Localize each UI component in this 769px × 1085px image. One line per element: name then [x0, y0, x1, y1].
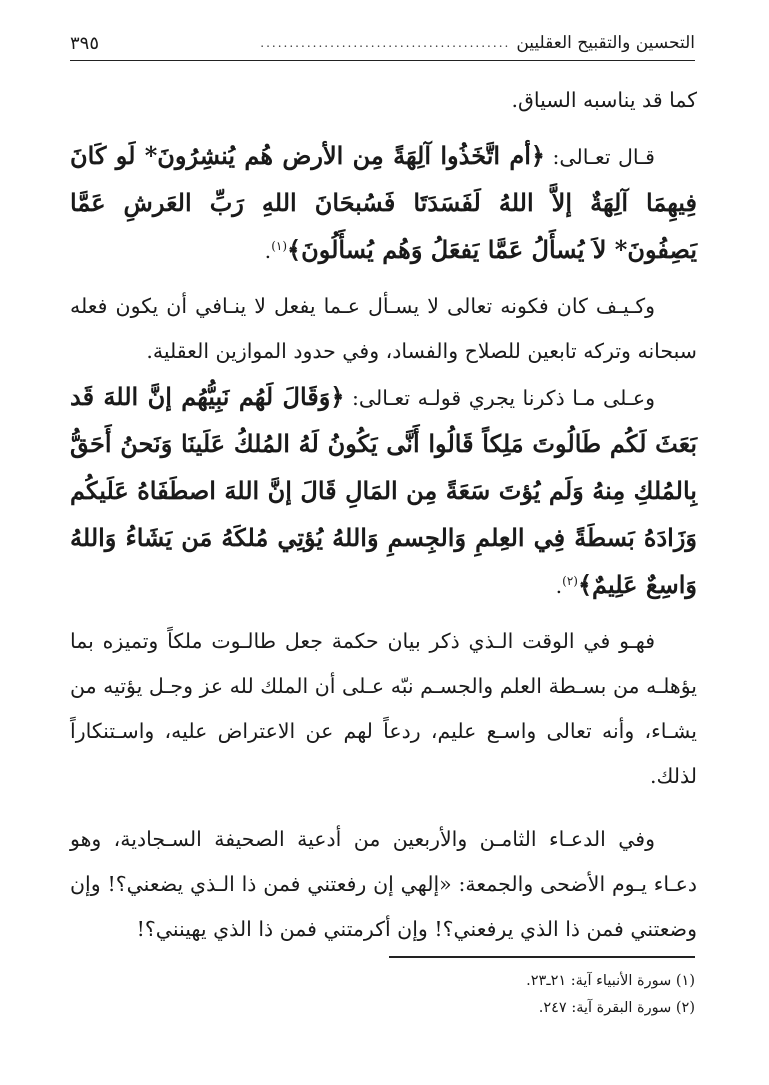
paragraph-2 — [70, 133, 697, 274]
page-body — [70, 78, 697, 952]
paragraph-6: وفي الدعـاء الثامـن والأربعين من أدعية الصحيفة السـجادية، وهو دعـاء يـوم الأضحى والجمعة: «إلهي إن رفعتني فمن ذا الـذي يضعني؟! وإن وضعتني فمن ذا الذي يرفعني؟! وإن أكرمتني فمن ذا الذي يهينني؟! — [70, 827, 697, 941]
paragraph-2-intro: قـال تعـالى: — [544, 145, 655, 169]
quran-verse-anbiya: ﴿أم اتَّخَذُوا آلِهَةً مِن الأرض هُم يُنشِرُونَ* لَو كَانَ فِيهِمَا آلِهَةٌ إلاَّ اللهُ لَفَسَدَتَا فَسُبحَانَ اللهِ رَبِّ العَرشِ عَمَّا يَصِفُونَ* لاَ يُسأَلُ عَمَّا يَفعَلُ وَهُم يُسأَلُونَ﴾ — [70, 141, 697, 264]
footnotes — [70, 956, 695, 1022]
footnote-ref-2[interactable]: (٢) — [562, 574, 578, 589]
running-header — [70, 26, 695, 61]
paragraph-3: وكـيـف كان فكونه تعالى لا يسـأل عـما يفعل لا ينـافي أن يكون فعله سبحانه وتركه تابعين للصلاح والفساد، وفي حدود الموازين العقلية. — [70, 294, 697, 363]
footnote-1: (١) سورة الأنبياء آية: ٢١ـ٢٣. — [526, 973, 695, 989]
paragraph-2-end: . — [264, 239, 272, 263]
footnote-rule — [389, 956, 695, 958]
quran-verse-baqara: ﴿وَقَالَ لَهُم نَبِيُّهُم إنَّ اللهَ قَد بَعَثَ لَكُم طَالُوتَ مَلِكاً قَالُوا أَنَّى يَكُونُ لَهُ المُلكُ عَلَينَا وَنَحنُ أَحَقُّ بِالمُلكِ مِنهُ وَلَم يُؤتَ سَعَةً مِن المَالِ قَالَ إنَّ اللهَ اصطَفَاهُ عَلَيكُم وَزَادَهُ بَسطَةً فِي العِلمِ وَالجِسمِ وَاللهُ يُؤتِي مُلكَهُ مَن يَشَاءُ وَاللهُ وَاسِعٌ عَلِيمٌ﴾ — [70, 382, 697, 599]
paragraph-4 — [70, 374, 697, 609]
page-number: ٣٩٥ — [70, 32, 100, 54]
paragraph-4-intro: وعـلى مـا ذكرنا يجري قولـه تعـالى: — [344, 386, 655, 410]
footnote-ref-1[interactable]: (١) — [271, 239, 288, 254]
header-leader-dots: ........................................... — [260, 36, 511, 50]
chapter-title: التحسين والتقبيح العقليين — [516, 33, 695, 53]
paragraph-5: فهـو في الوقت الـذي ذكر بيان حكمة جعل طالـوت ملكاً وتميزه بما يؤهلـه من بسـطة العلم والجسـم نبّه عـلى أن الملك لله عز وجـل يؤتيه من يشـاء، وأنه تعالى واسـع عليم، ردعاً لهم عن الاعتراض عليه، واسـتنكاراً لذلك. — [70, 629, 697, 788]
paragraph-4-end: . — [555, 574, 563, 598]
paragraph-1: كما قد يناسبه السياق. — [511, 88, 697, 112]
footnote-2: (٢) سورة البقرة آية: ٢٤٧. — [538, 1000, 695, 1016]
